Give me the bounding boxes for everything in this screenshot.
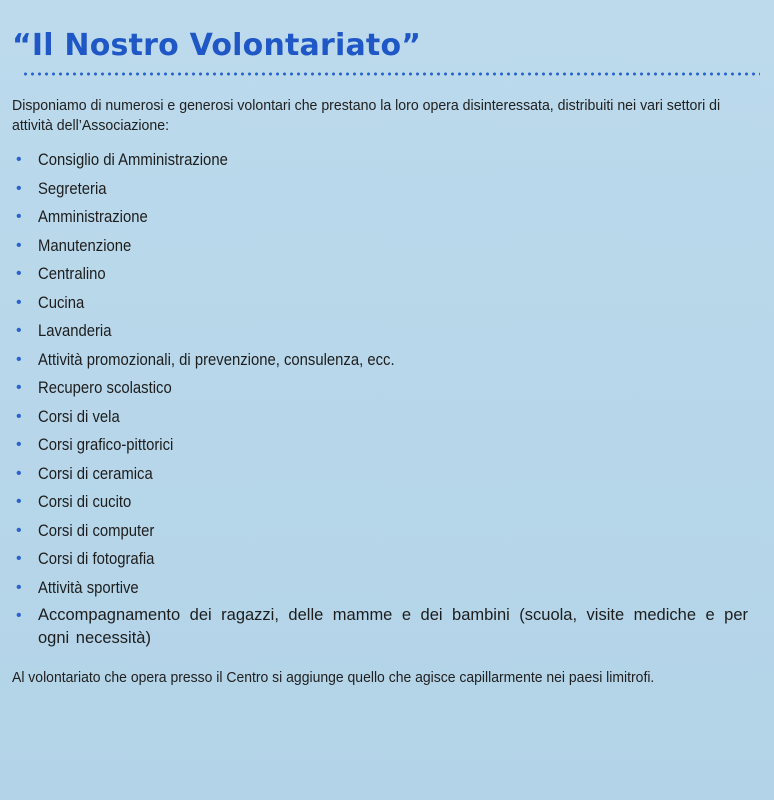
bullet-icon: • — [16, 265, 22, 282]
list-item-label: Recupero scolastico — [38, 379, 172, 397]
list-item-label: Centralino — [38, 265, 106, 283]
bullet-icon: • — [16, 493, 22, 510]
bullet-icon: • — [16, 379, 22, 396]
list-item-label: Accompagnamento dei ragazzi, delle mamme e dei bambini (scuola, visite mediche e per ogni necessità) — [38, 606, 748, 647]
list-item — [12, 317, 748, 346]
bullet-icon: • — [16, 550, 22, 567]
list-item — [12, 517, 748, 546]
list-item-label: Lavanderia — [38, 322, 112, 340]
bullet-icon: • — [16, 179, 22, 197]
bullet-icon: • — [16, 436, 22, 453]
bullet-icon: • — [16, 578, 22, 596]
volunteer-sectors-list — [12, 146, 748, 650]
list-item — [12, 232, 748, 261]
bullet-icon: • — [16, 322, 22, 339]
dotted-divider — [22, 72, 760, 76]
list-item-label: Corsi di computer — [38, 521, 155, 540]
bullet-icon: • — [16, 464, 22, 482]
list-item — [12, 403, 748, 432]
list-item — [12, 460, 748, 489]
list-item — [12, 574, 748, 603]
bullet-icon: • — [16, 521, 22, 539]
list-item-label: Amministrazione — [38, 208, 148, 226]
list-item-label: Corsi di fotografia — [38, 550, 155, 568]
list-item-label: Consiglio di Amministrazione — [38, 151, 228, 169]
bullet-icon: • — [16, 407, 22, 425]
list-item — [12, 602, 748, 650]
list-item-label: Corsi di vela — [38, 407, 120, 426]
list-item-label: Segreteria — [38, 179, 107, 198]
list-item — [12, 488, 748, 517]
closing-paragraph: Al volontariato che opera presso il Centro si aggiunge quello che agisce capillarmente nei paesi limitrofi. — [12, 669, 655, 686]
intro-paragraph: Disponiamo di numerosi e generosi volontari che prestano la loro opera disinteressata, distribuiti nei vari settori di attività dell’Associazione: — [12, 97, 721, 134]
list-item-label: Cucina — [38, 293, 85, 312]
bullet-icon: • — [16, 607, 22, 624]
list-item — [12, 260, 748, 289]
list-item-label: Attività sportive — [38, 578, 139, 597]
bullet-icon: • — [16, 293, 22, 311]
list-item — [12, 545, 748, 574]
bullet-icon: • — [16, 208, 22, 225]
list-item — [12, 203, 748, 232]
list-item — [12, 289, 748, 318]
list-item — [12, 175, 748, 204]
list-item — [12, 374, 748, 403]
list-item — [12, 146, 748, 175]
list-item-label: Corsi grafico-pittorici — [38, 436, 174, 454]
page-title: “Il Nostro Volontariato” — [12, 28, 422, 63]
list-item-label: Corsi di cucito — [38, 493, 132, 511]
bullet-icon: • — [16, 151, 22, 168]
bullet-icon: • — [16, 350, 22, 368]
list-item-label: Attività promozionali, di prevenzione, consulenza, ecc. — [38, 350, 395, 369]
list-item — [12, 431, 748, 460]
list-item — [12, 346, 748, 375]
list-item-label: Manutenzione — [38, 236, 132, 255]
bullet-icon: • — [16, 236, 22, 254]
list-item-label: Corsi di ceramica — [38, 464, 153, 483]
